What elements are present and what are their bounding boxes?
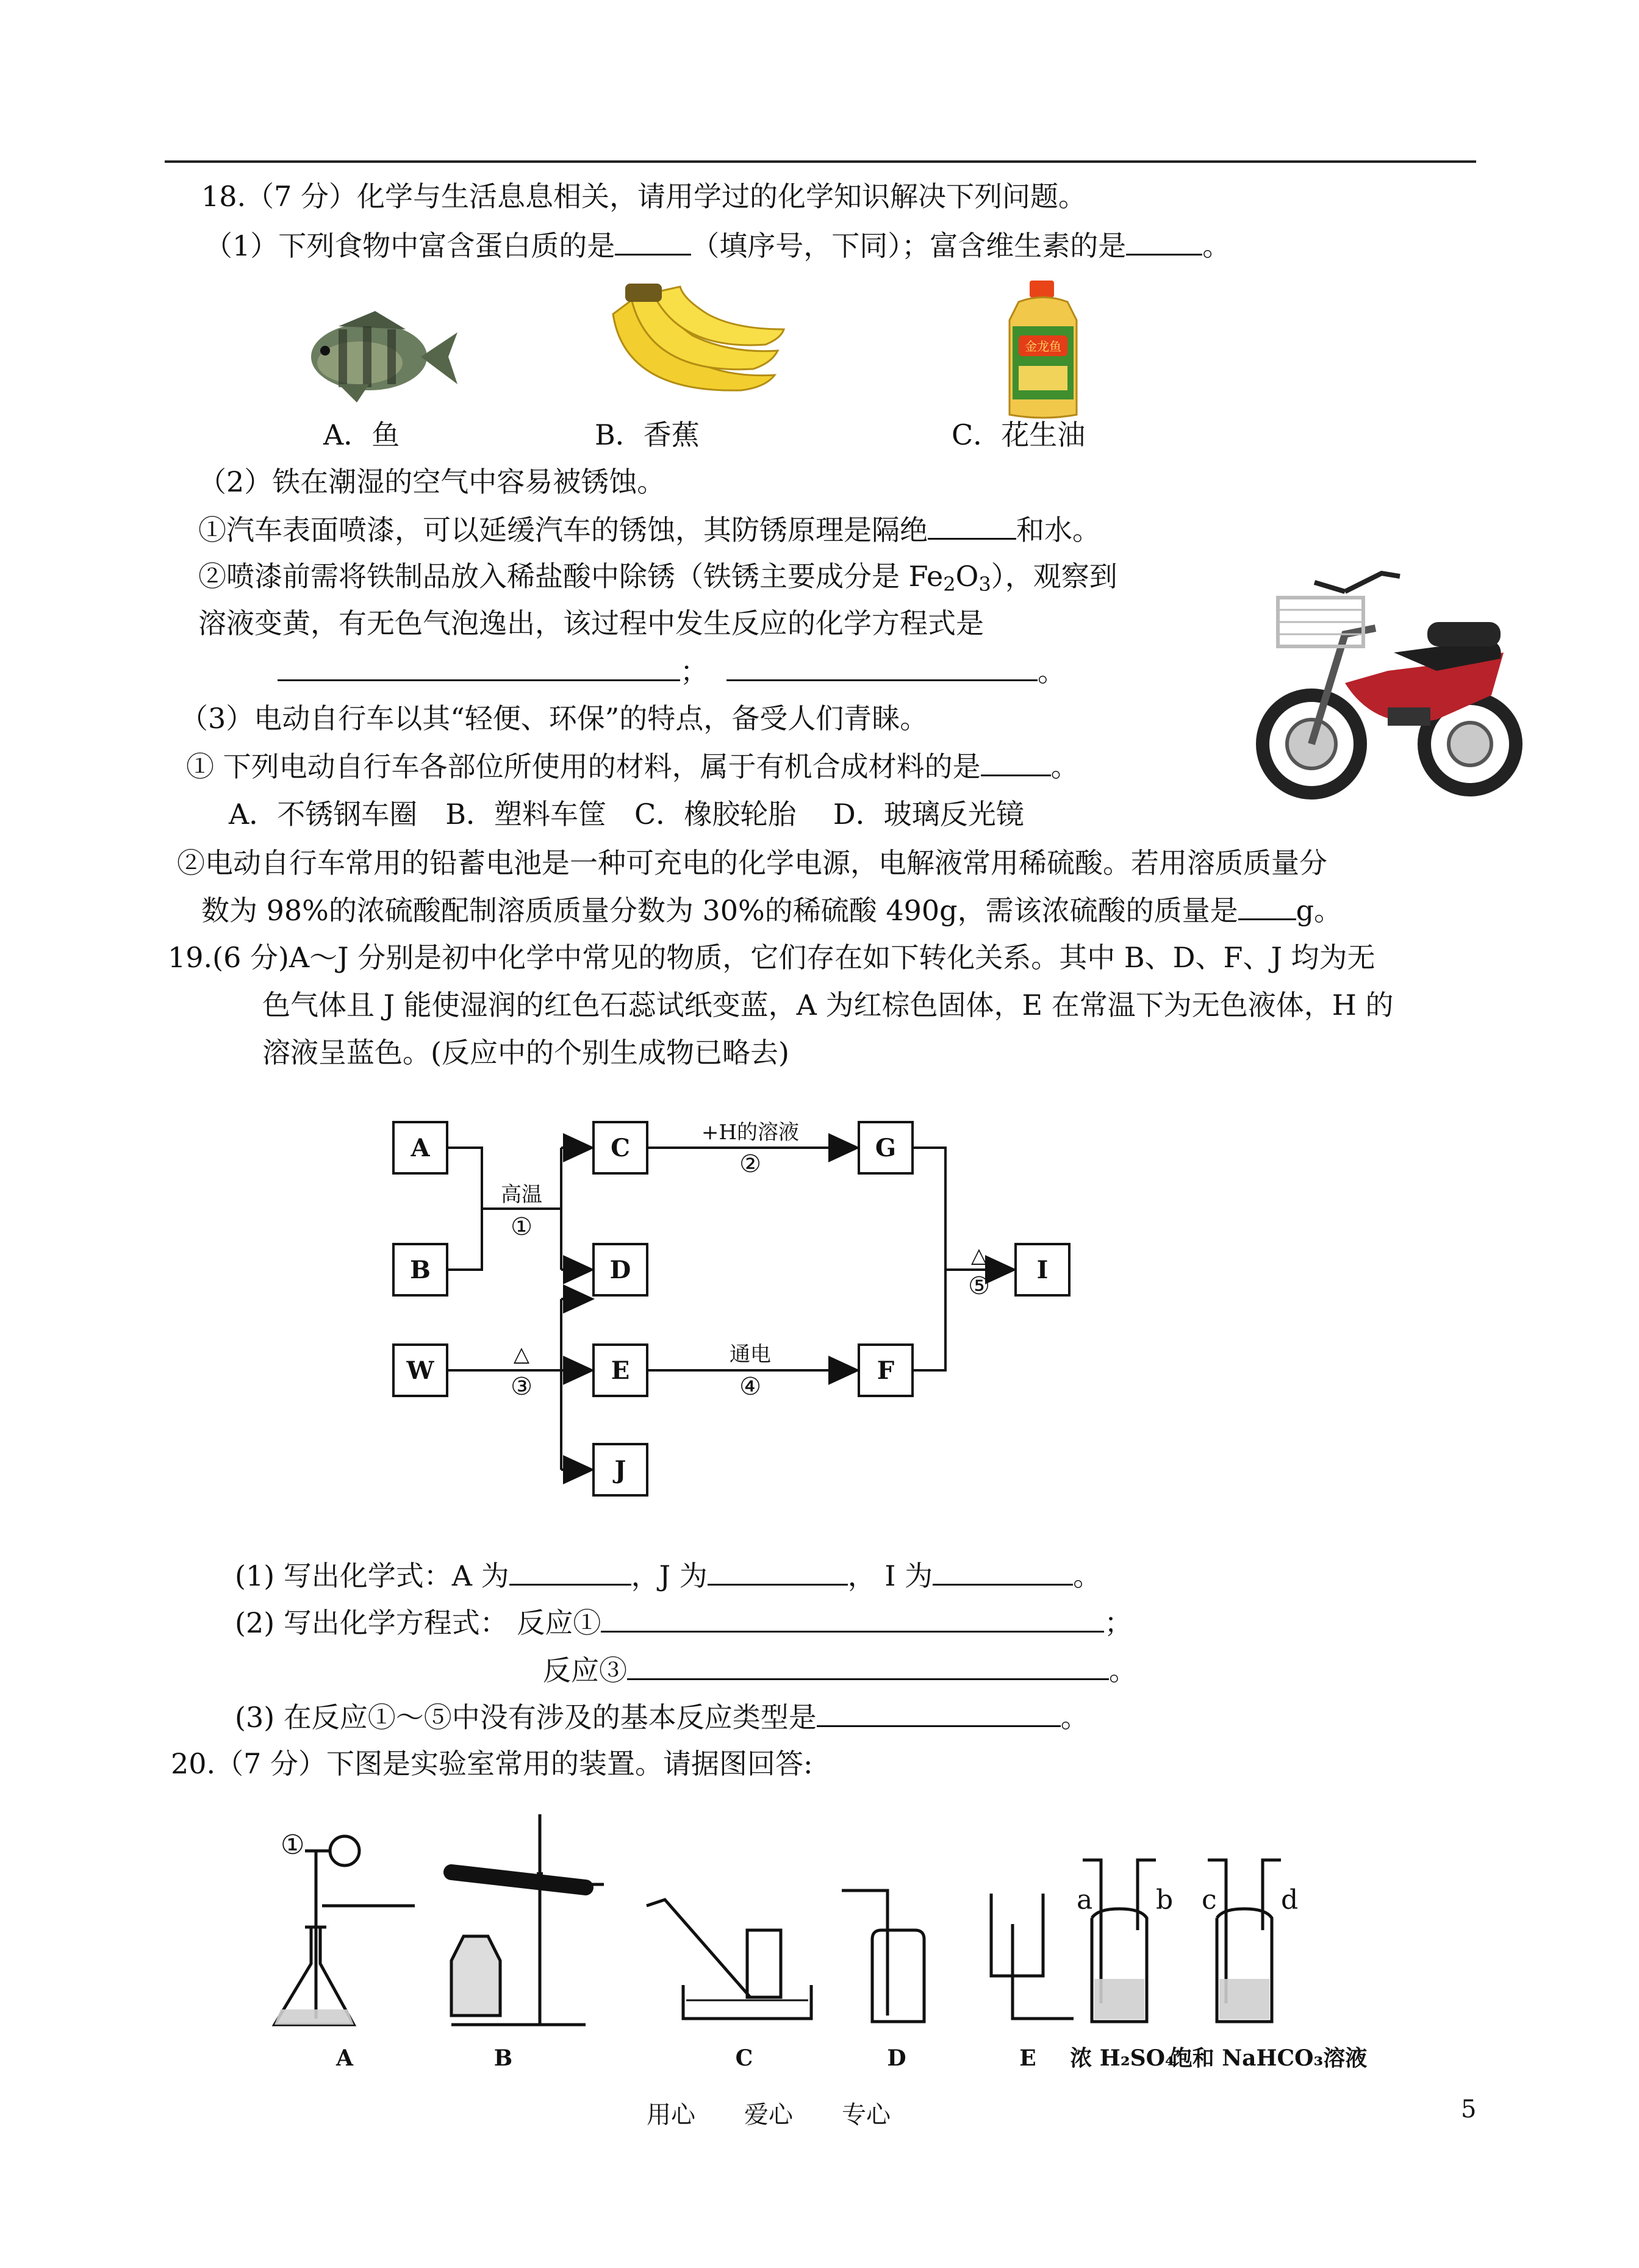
- lab-apparatus-figure: [268, 1814, 1440, 2077]
- page-number: 5: [1461, 2095, 1477, 2123]
- q18-blank-isolate[interactable]: [928, 511, 1016, 540]
- q19-blank-j[interactable]: [708, 1557, 848, 1586]
- q18-part3-1: ① 下列电动自行车各部位所使用的材料，属于有机合成材料的是 。: [186, 748, 1079, 785]
- q18-blank-equation-1[interactable]: [278, 653, 680, 681]
- funnel-marker: ①: [281, 1830, 305, 1861]
- q18-part2-3: 溶液变黄，有无色气泡逸出，该过程中发生反应的化学方程式是: [198, 607, 984, 640]
- q19-line2: 色气体且 J 能使湿润的红色石蕊试纸变蓝，A 为红棕色固体，E 在常温下为无色液体，H 的: [262, 989, 1394, 1021]
- bottle-label-h2so4: 浓 H₂SO₄: [1070, 2045, 1175, 2071]
- apparatus-label-e: E: [1019, 2045, 1036, 2071]
- num-5: ⑤: [968, 1272, 990, 1300]
- q18-blank-material[interactable]: [981, 748, 1051, 776]
- q19-blank-reaction-type[interactable]: [817, 1698, 1061, 1727]
- apparatus-label-a: A: [336, 2045, 353, 2071]
- port-d: d: [1281, 1884, 1299, 1916]
- box-w-label: W: [406, 1356, 434, 1385]
- box-g-label: G: [875, 1134, 897, 1162]
- banana-icon: [601, 277, 790, 409]
- apparatus-b-lamp: [451, 1936, 500, 2016]
- cond-2: +H的溶液: [701, 1120, 800, 1145]
- q18-part1: （1）下列食物中富含蛋白质的是 （填序号，下同）；富含维生素的是 。: [204, 227, 1230, 264]
- q20-title: 20.（7 分）下图是实验室常用的装置。请据图回答:: [171, 1747, 813, 1780]
- box-b-label: B: [410, 1256, 431, 1284]
- q18-part2-1: ①汽车表面喷漆，可以延缓汽车的锈蚀，其防锈原理是隔绝 和水。: [198, 511, 1100, 548]
- box-c-label: C: [611, 1134, 630, 1162]
- bottle-label-nahco3: 饱和 NaHCO₃溶液: [1170, 2045, 1368, 2071]
- q19-sub3: (3) 在反应①～⑤中没有涉及的基本反应类型是 。: [235, 1698, 1089, 1736]
- cond-5: △: [970, 1243, 988, 1268]
- q19-blank-a[interactable]: [509, 1557, 631, 1586]
- food-label-b: B．香蕉: [595, 418, 700, 451]
- num-1: ①: [511, 1213, 533, 1241]
- q19-line1: 19.(6 分)A～J 分别是初中化学中常见的物质，它们存在如下转化关系。其中 B、D、F、J 均为无: [168, 941, 1375, 974]
- num-3: ③: [511, 1373, 533, 1401]
- q18-part2: （2）铁在潮湿的空气中容易被锈蚀。: [198, 465, 665, 498]
- footer-motto: 用心 爱心 专心: [647, 2101, 891, 2129]
- q18-equation-line: ； 。: [278, 653, 1066, 690]
- port-b: b: [1156, 1884, 1174, 1916]
- q19-sub2b: 反应③ 。: [543, 1651, 1137, 1689]
- box-j-label: J: [614, 1456, 626, 1484]
- oil-bottle-icon: [1000, 277, 1086, 421]
- q18-part3-2a: ②电动自行车常用的铅蓄电池是一种可充电的化学电源，电解液常用稀硫酸。若用溶质质量分: [177, 846, 1327, 879]
- apparatus-e-jar: [991, 1894, 1043, 1976]
- header-rule: [165, 160, 1476, 163]
- fish-icon: [302, 299, 461, 409]
- oil-brand-label: 金龙鱼: [1025, 339, 1061, 354]
- box-i-label: I: [1036, 1256, 1049, 1284]
- q18-title: 18.（7 分）化学与生活息息相关，请用学过的化学知识解决下列问题。: [201, 180, 1087, 213]
- q18-part3-2b: 数为 98%的浓硫酸配制溶质质量分数为 30%的稀硫酸 490g，需该浓硫酸的质量是 g。: [201, 892, 1342, 929]
- q19-blank-reaction1[interactable]: [601, 1604, 1104, 1633]
- box-f-label: F: [877, 1356, 895, 1385]
- q18-part2-2: ②喷漆前需将铁制品放入稀盐酸中除锈（铁锈主要成分是 $Fe_2O_3$），观察到: [198, 560, 1117, 596]
- cond-3: △: [513, 1342, 530, 1367]
- apparatus-b-tube: [451, 1872, 586, 1887]
- q19-line3: 溶液呈蓝色。(反应中的个别生成物已略去): [262, 1036, 789, 1069]
- q19-sub1: (1) 写出化学式：A 为 ，J 为 ， I 为 。: [235, 1557, 1101, 1594]
- num-2: ②: [739, 1150, 761, 1178]
- q19-blank-i[interactable]: [933, 1557, 1073, 1586]
- apparatus-label-c: C: [735, 2045, 753, 2071]
- q18-blank-mass[interactable]: [1238, 892, 1296, 920]
- reaction-flow-diagram: [384, 1098, 1086, 1525]
- q19-sub2: (2) 写出化学方程式： 反应① ；: [235, 1604, 1132, 1641]
- port-a: a: [1077, 1884, 1093, 1916]
- q18-part3-options: A．不锈钢车圈 B．塑料车筐 C．橡胶轮胎 D．玻璃反光镜: [229, 798, 1024, 831]
- box-d-label: D: [609, 1256, 631, 1284]
- q18-blank-equation-2[interactable]: [726, 653, 1038, 681]
- q18-blank-protein[interactable]: [615, 227, 691, 256]
- apparatus-label-b: B: [493, 2045, 513, 2071]
- num-4: ④: [739, 1373, 761, 1401]
- cond-4: 通电: [730, 1342, 771, 1367]
- q19-blank-reaction3[interactable]: [627, 1651, 1109, 1680]
- box-e-label: E: [611, 1356, 630, 1385]
- apparatus-label-d: D: [887, 2045, 906, 2071]
- cond-1: 高温: [501, 1182, 542, 1207]
- food-label-a: A．鱼: [323, 418, 400, 451]
- electric-bike-icon: [1253, 549, 1534, 805]
- apparatus-d-jar: [872, 1930, 924, 2022]
- box-a-label: A: [411, 1134, 430, 1162]
- q18-part3: （3）电动自行车以其“轻便、环保”的特点，备受人们青睐。: [180, 702, 928, 735]
- port-c: c: [1202, 1884, 1217, 1916]
- q18-blank-vitamin[interactable]: [1126, 227, 1202, 256]
- food-label-c: C．花生油: [952, 418, 1086, 451]
